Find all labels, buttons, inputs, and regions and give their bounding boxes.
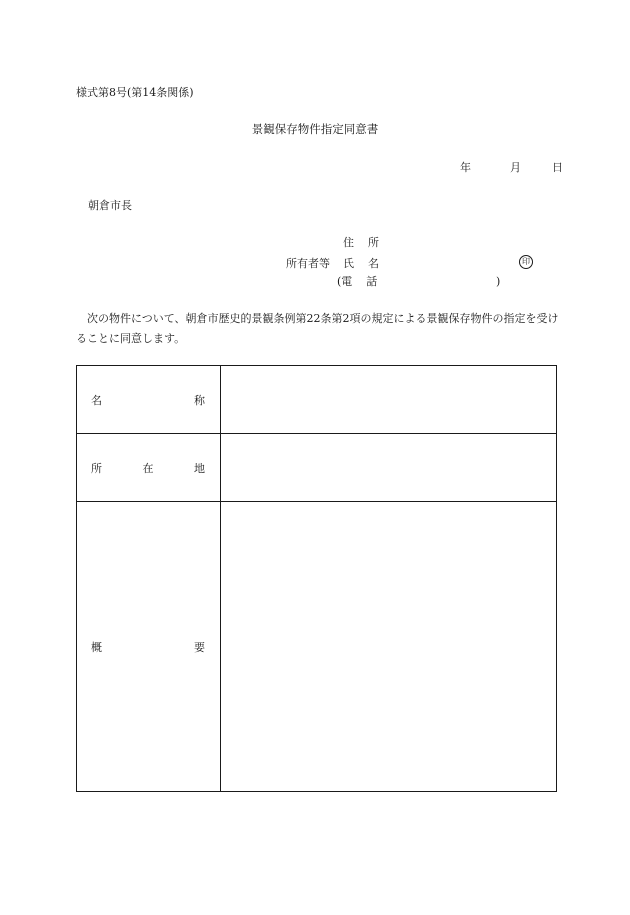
name-label: 氏 名 xyxy=(343,257,379,270)
seal-mark: 印 xyxy=(519,255,533,269)
property-table xyxy=(76,365,557,792)
name-value-cell[interactable] xyxy=(221,366,557,434)
address-label: 住 所 xyxy=(343,236,379,249)
name-label-cell: 名 称 xyxy=(77,366,221,434)
overview-label-cell: 概 要 xyxy=(77,502,221,792)
table-row-name xyxy=(77,366,557,434)
location-value-cell[interactable] xyxy=(221,434,557,502)
form-number: 様式第8号(第14条関係) xyxy=(76,86,194,99)
phone-close-paren: ) xyxy=(496,275,501,288)
location-label-cell: 所 在 地 xyxy=(77,434,221,502)
consent-statement: 次の物件について、朝倉市歴史的景観条例第22条第2項の規定による景観保存物件の指定を受けることに同意します。 xyxy=(76,312,559,345)
date-row xyxy=(460,162,563,173)
date-year: 年 xyxy=(460,161,471,174)
table-row-overview xyxy=(77,502,557,792)
table-row-location xyxy=(77,434,557,502)
date-month: 月 xyxy=(510,161,521,174)
applicant-group-label: 所有者等 xyxy=(286,257,330,270)
phone-label: (電 話 xyxy=(337,275,378,288)
date-day: 日 xyxy=(552,161,563,174)
document-title: 景観保存物件指定同意書 xyxy=(251,122,379,136)
overview-value-cell[interactable] xyxy=(221,502,557,792)
addressee: 朝倉市長 xyxy=(88,199,132,212)
